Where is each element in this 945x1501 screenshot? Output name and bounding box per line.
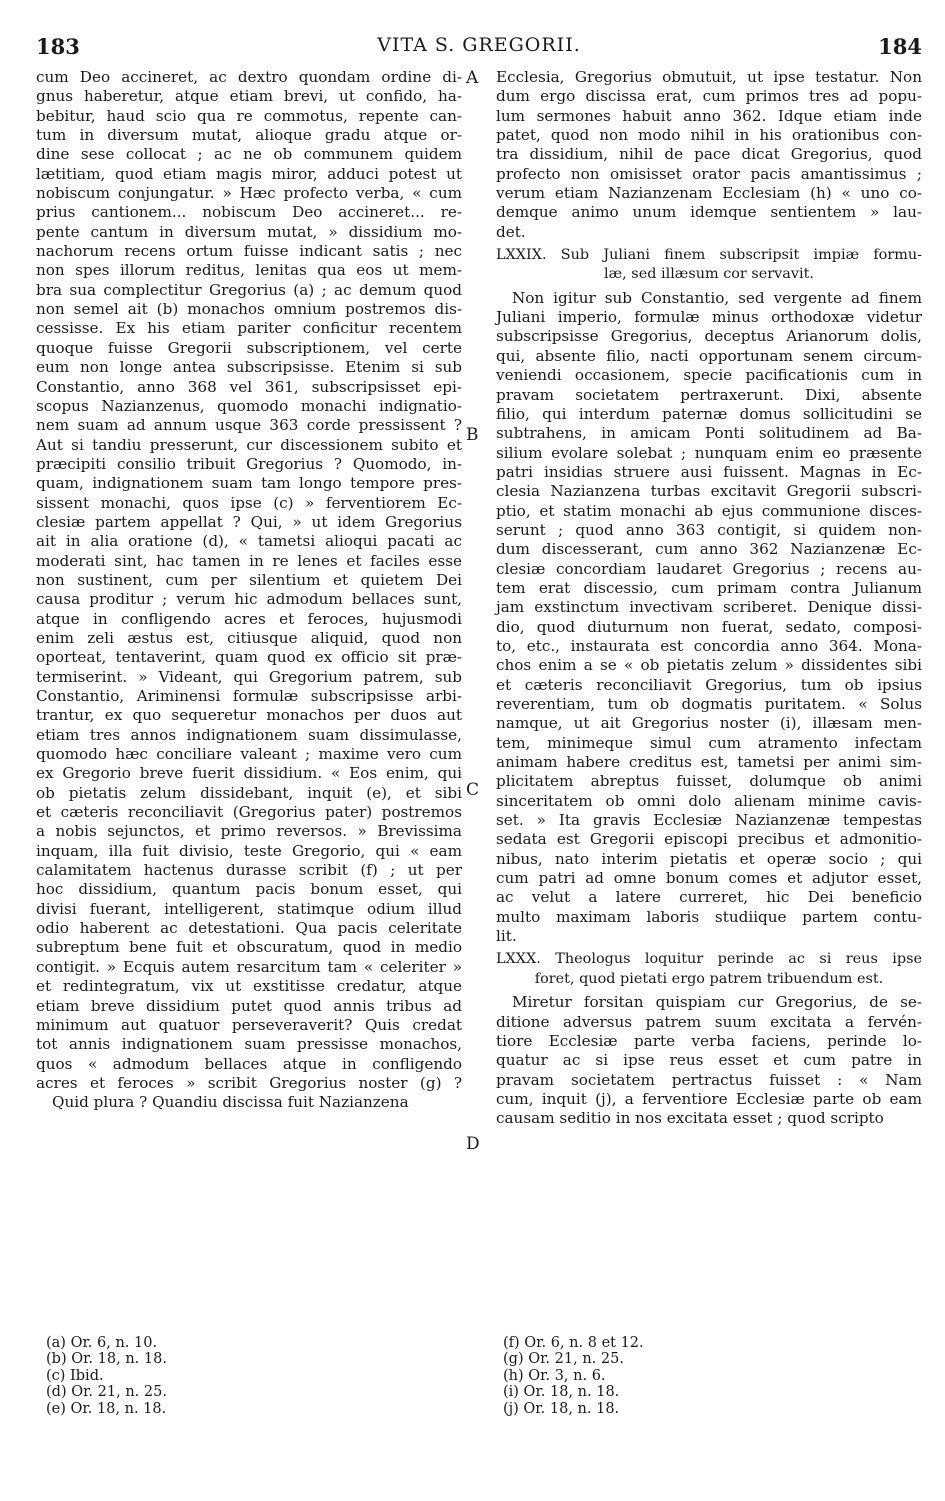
text-line: animam habere creditus est, tametsi per animi sim- [496,753,922,772]
paragraph-dissension [496,68,922,242]
text-line: sissent monachi, quos ipse (c) » ferventiorem Ec- [36,493,462,512]
text-line: dine sese collocat ; ac ne ob communem quidem [36,145,462,164]
right-column [496,68,922,1129]
text-line: dio, quod diuturnum non fuerat, sedato, composi- [496,617,922,636]
text-line: qui, absente filio, nacti opportunam senem circum- [496,346,922,365]
text-line: subtrahens, in amicam Ponti solitudinem ad Ba- [496,424,922,443]
text-line: cum Deo accineret, ac dextro quondam ordine di- [36,68,462,86]
text-line: odio haberent ac detestationi. Qua pacis celeritate [36,919,462,938]
heading-line: LXXX. Theologus loquitur perinde ac si reus ipse [496,951,922,968]
margin-letter-d: D [466,1134,480,1154]
text-line: verum etiam Nazianzenam Ecclesiam (h) « uno co- [496,184,922,203]
text-line: clesiæ concordiam laudaret Gregorius ; recens au- [496,559,922,578]
text-line: scopus Nazianzenus, quomodo monachi indignatio- [36,396,462,415]
text-line: clesia Nazianzena turbas excitavit Gregorii subscri- [496,482,922,501]
text-line: pravam societatem pertractus fuisset : « Nam [496,1070,922,1089]
text-line: quos « admodum bellaces atque in confligendo [36,1054,462,1073]
text-line: quomodo hæc conciliare valeant ; maxime vero cum [36,745,462,764]
text-line: demque animo unum idemque sentientem » lau- [496,203,922,222]
text-line: dum discesserant, cum anno 362 Nazianzenæ Ec- [496,540,922,559]
text-line: nobiscum conjungatur. » Hæc profecto verba, « cum [36,184,462,203]
text-line: Constantio, Ariminensi formulæ subscripsisse arbi- [36,687,462,705]
text-line: tum in diversum mutat, alioque gradu atque or- [36,126,462,145]
text-line: contigit. » Ecquis autem resarcitum tam « celeriter » [36,957,462,976]
text-line: non semel ait (b) monachos omnium postremos dis- [36,300,462,319]
heading-line: LXXIX. Sub Juliani finem subscripsit impiæ formu- [496,247,922,264]
footnote: (f) Or. 6, n. 8 et 12. [503,1335,644,1351]
text-line: quatur ac si ipse reus esset et cum patre in [496,1051,922,1070]
text-line: et redintegratum, vix ut exstitisse credatur, atque [36,977,462,996]
text-line: ditione adversus patrem suum excitata a fervén- [496,1012,922,1031]
footnote: (a) Or. 6, n. 10. [46,1335,158,1351]
text-line: eum non longe antea subscripsisse. Etenim si sub [36,358,462,377]
text-line: nibus, nato interim pietatis et operæ socio ; qui [496,849,922,868]
text-line: patet, quod non modo nihil in his orationibus con- [496,126,922,145]
text-line: moderati sint, hac tamen in re lenes et faciles esse [36,551,462,570]
text-line: Quid plura ? Quandiu discissa fuit Nazianzena [52,1093,409,1112]
text-line: divisi fuerant, intelligerent, statimque odium illud [36,899,462,918]
text-line: et cæteris reconciliavit (Gregorius pater) postremos [36,803,462,822]
text-line: tiore Ecclesiæ parte verba faciens, perinde lo- [496,1031,922,1050]
text-line: multo maximam laboris studiique partem contu- [496,907,922,926]
text-line: cum, inquit (j), a ferventiore Ecclesiæ parte ob eam [496,1089,922,1108]
text-line: cessisse. Ex his etiam pariter conficitur recentem [36,319,462,338]
text-line: prius cantionem... nobiscum Deo accineret... re- [36,203,462,222]
text-line: tem erat discessio, cum primam contra Julianum [496,578,922,597]
footnote: (h) Or. 3, n. 6. [503,1367,606,1384]
text-line: Juliani imperio, formulæ minus orthodoxæ videtur [496,308,922,327]
text-line: calamitatem hactenus durasse scribit (f) ; ut per [36,861,462,880]
text-line: ex Gregorio breve fuerit dissidium. « Eos enim, qui [36,764,462,783]
text-line: ait in alia oratione (d), « tametsi alioqui pacati ac [36,532,462,551]
text-line: det. [496,222,526,241]
text-line: acres et feroces » scribit Gregorius noster (g) ? [36,1073,462,1092]
text-line: cum patri ad omne bonum comes et adjutor esset, [496,869,922,888]
text-line: nem suam ad annum usque 363 corde pressissent ? [36,416,462,435]
footnotes-right [503,1335,883,1417]
text-line: et cæteris reconciliavit Gregorius, tum ob ipsius [496,675,922,694]
page-number-left: 183 [36,34,80,59]
text-line: trantur, ex quo sequeretur monachos per duos aut [36,706,462,725]
text-line: set. » Ita gravis Ecclesiæ Nazianzenæ tempestas [496,811,922,830]
text-line: Ecclesia, Gregorius obmutuit, ut ipse testatur. Non [496,68,922,86]
text-line: jam exstinctum invectivam scriberet. Denique dissi- [496,598,922,617]
text-line: subscripsisse Gregorius, deceptus Arianorum dolis, [496,327,922,346]
margin-letter-b: B [466,425,479,445]
heading-line: foret, quod pietati ergo patrem tribuendum est. [534,970,884,987]
text-line: Constantio, anno 368 vel 361, subscripsisset epi- [36,377,462,396]
footnote: (i) Or. 18, n. 18. [503,1384,620,1401]
text-line: lit. [496,927,517,946]
text-line: filio, qui interdum paternæ domus sollicitudini se [496,404,922,423]
text-line: etiam breve dissidium putet quod annis tribus ad [36,996,462,1015]
text-line: nachorum recens ortum fuisse indicant satis ; nec [36,242,462,261]
footnote: (b) Or. 18, n. 18. [46,1351,167,1368]
text-line: to, etc., instaurata est concordia anno 364. Mona- [496,636,922,655]
text-line: bra sua complectitur Gregorius (a) ; ac demum quod [36,280,462,299]
text-line: quam, indignationem suam tam longo tempore pres- [36,474,462,493]
text-line: non spes illorum reditus, lenitas qua eos ut mem- [36,261,462,280]
text-line: ob pietatis zelum dissidebant, inquit (e), et sibi [36,783,462,802]
left-column [36,68,462,1113]
text-line: hoc dissidium, quantum pacis bonum esset, qui [36,880,462,899]
text-line: gnus haberetur, atque etiam brevi, ut confido, ha- [36,87,462,106]
text-line: etiam tres annos indignationem suam dissimulasse, [36,725,462,744]
text-line: profecto non omisisset orator pacis amantissimus ; [496,164,922,183]
text-line: enim zeli æstus est, citiusque aliquid, quod non [36,628,462,647]
text-line: ptio, et statim monachi ab ejus communione disces- [496,501,922,520]
text-line: pravam societatem pertraxerunt. Dixi, absente [496,385,922,404]
text-line: patri insidias struere ausi fuissent. Magnas in Ec- [496,462,922,481]
footnote: (g) Or. 21, n. 25. [503,1351,624,1368]
text-line: veniendi occasionem, specie pacificationis cum in [496,366,922,385]
text-line: præcipiti consilio tribuit Gregorius ? Quomodo, in- [36,454,462,473]
section-heading-lxxix [496,246,922,285]
text-line: minimum aut quatuor perseveraverit? Quis credat [36,1015,462,1034]
text-line: silium evolare solebat ; nunquam enim eo præsente [496,443,922,462]
page-number-right: 184 [878,34,922,59]
text-line: sinceritatem ob omni dolo alienam minime cavis- [496,791,922,810]
text-line: subreptum bene fuit et obscuratum, quod in medio [36,938,462,957]
text-line: oporteat, tentaverint, quam quod ex officio sit præ- [36,648,462,667]
text-line: pente cantum in diversum mutat, » dissidium mo- [36,222,462,241]
text-line: Non igitur sub Constantio, sed vergente ad finem [512,288,922,307]
text-line: termiserint. » Videant, qui Gregorium patrem, sub [36,667,462,686]
text-line: lætitiam, quod etiam magis miror, adduci potest ut [36,164,462,183]
footnote: (d) Or. 21, n. 25. [46,1384,167,1401]
text-line: tot annis indignationem suam pressisse monachos, [36,1035,462,1054]
page-header [36,34,922,64]
text-line: causam seditio in nos excitata esset ; quod scripto [496,1109,884,1128]
text-line: clesiæ partem appellat ? Qui, » ut idem Gregorius [36,512,462,531]
footnote: (j) Or. 18, n. 18. [503,1400,620,1417]
text-line: dum ergo discissa erat, cum primos tres ad popu- [496,87,922,106]
text-line: atque in confligendo acres et feroces, hujusmodi [36,609,462,628]
text-line: Miretur forsitan quispiam cur Gregorius, de se- [512,993,922,1012]
paragraph-subscription [496,289,922,947]
text-line: plicitatem abreptus fuisset, dolumque ob animi [496,772,922,791]
text-line: bebitur, haud scio qua re commotus, repente can- [36,106,462,125]
text-line: inquam, illa fuit divisio, teste Gregorio, qui « eam [36,841,462,860]
footnotes-left [46,1335,426,1417]
text-line: causa proditur ; verum hic admodum bellaces sunt, [36,590,462,609]
text-line: lum sermones habuit anno 362. Idque etiam inde [496,106,922,125]
text-line: quoque fuisse Gregorii subscriptionem, vel certe [36,338,462,357]
text-line: reverentiam, tum ob dogmatis puritatem. « Solus [496,695,922,713]
heading-line: læ, sed illæsum cor servavit. [604,266,814,283]
text-line: serunt ; quod anno 363 contigit, si quidem non- [496,520,922,539]
footnote: (e) Or. 18, n. 18. [46,1400,167,1417]
text-line: tem, minimeque simul cum atramento infectam [496,733,922,752]
section-heading-lxxx [496,950,922,989]
text-line: sedata est Gregorii episcopi precibus et admonitio- [496,830,922,849]
running-title: VITA S. GREGORII. [377,34,581,56]
text-line: chos enim a se « ob pietatis zelum » dissidentes sibi [496,656,922,675]
text-line: Aut si tandiu presserunt, cur discessionem subito et [36,435,462,454]
text-line: a nobis sejunctos, et primo reversos. » Brevissima [36,822,462,841]
text-line: non sustinent, cum per silentium et quietem Dei [36,570,462,589]
margin-letter-c: C [466,780,480,800]
margin-letter-a: A [466,68,479,88]
paragraph-theologus [496,993,922,1128]
footnote: (c) Ibid. [46,1367,104,1384]
text-line: tra dissidium, nihil de pace dicat Gregorius, quod [496,145,922,164]
text-line: ac velut a latere curreret, hic Dei beneficio [496,888,922,907]
text-line: namque, ut ait Gregorius noster (i), illæsam men- [496,714,922,733]
